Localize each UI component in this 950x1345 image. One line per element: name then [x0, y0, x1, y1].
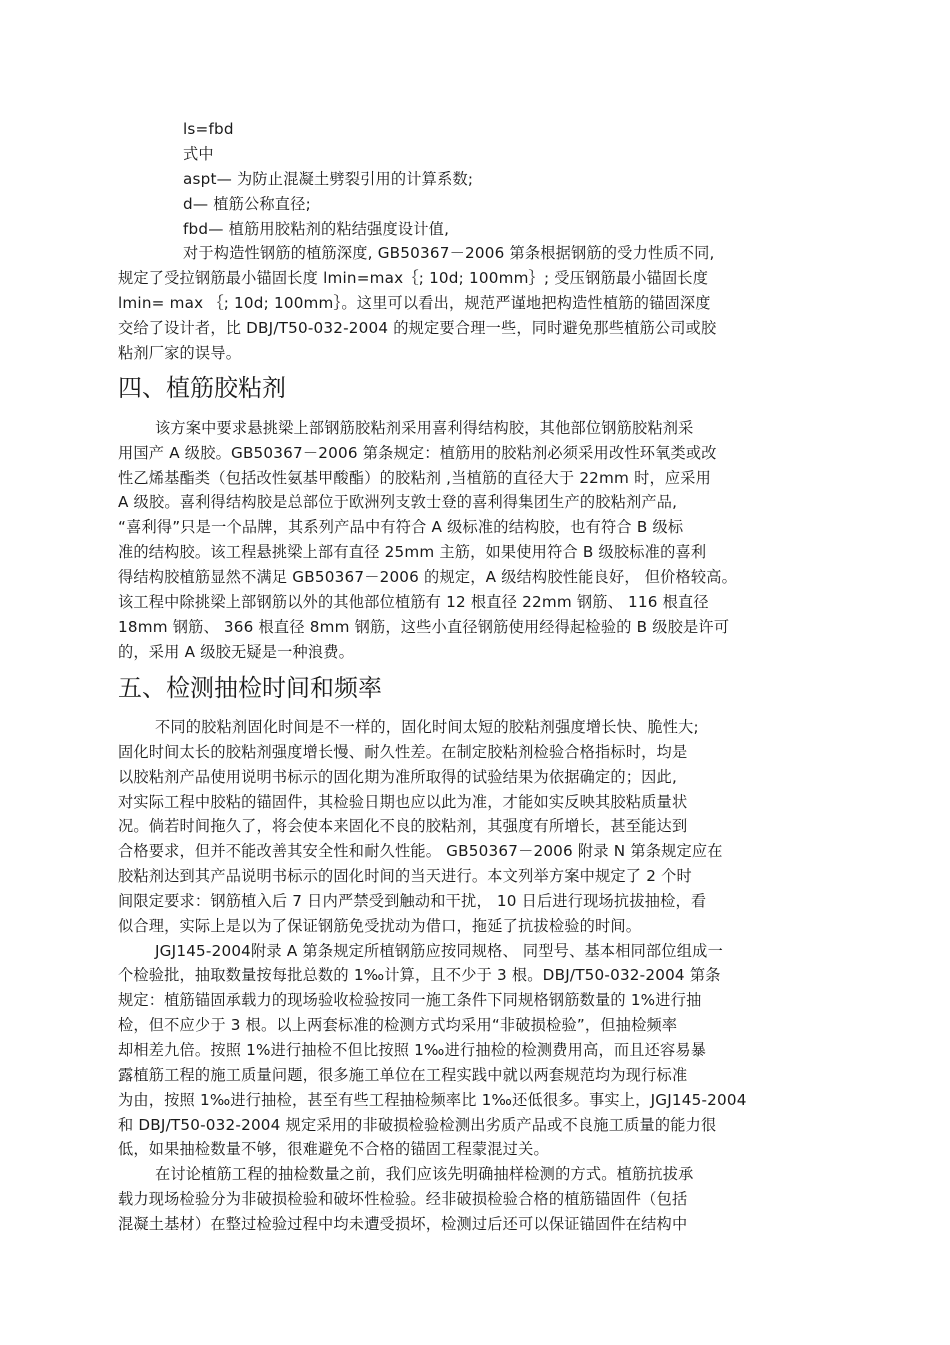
paragraph-line: 个检验批，抽取数量按每批总数的 1‰计算，且不少于 3 根。DBJ/T50-032-2004 第条 [118, 966, 721, 984]
paragraph-line: 在讨论植筋工程的抽检数量之前，我们应该先明确抽样检测的方式。植筋抗拔承 [155, 1165, 694, 1183]
paragraph-line: 似合理，实际上是以为了保证钢筋免受扰动为借口，拖延了抗拔检验的时间。 [118, 917, 642, 935]
paragraph-line: 载力现场检验分为非破损检验和破坏性检验。经非破损检验合格的植筋锚固件（包括 [118, 1190, 688, 1208]
paragraph-line: 露植筋工程的施工质量问题，很多施工单位在工程实践中就以两套规范均为现行标准 [118, 1066, 688, 1084]
formula-line: aspt— 为防止混凝土劈裂引用的计算系数; [183, 170, 474, 188]
paragraph-line: 交给了设计者，比 DBJ/T50-032-2004 的规定要合理一些，同时避免那些植筋公司或胶 [118, 319, 717, 337]
paragraph-line: 粘剂厂家的误导。 [118, 344, 242, 362]
paragraph-line: 低，如果抽检数量不够，很难避免不合格的锚固工程蒙混过关。 [118, 1140, 549, 1158]
paragraph-line: JGJ145-2004附录 A 第条规定所植钢筋应按同规格、 同型号、基本相同部位组成一 [155, 942, 723, 960]
formula-line: fbd— 植筋用胶粘剂的粘结强度设计值, [183, 220, 450, 238]
paragraph-line: 胶粘剂达到其产品说明书标示的固化时间的当天进行。本文列举方案中规定了 2 个时 [118, 867, 692, 885]
paragraph-line: “喜利得”只是一个品牌，其系列产品中有符合 A 级标准的结构胶，也有符合 B 级标 [118, 518, 684, 536]
paragraph-line: 对于构造性钢筋的植筋深度, GB50367－2006 第条根据钢筋的受力性质不同, [183, 244, 715, 262]
paragraph-line: 和 DBJ/T50-032-2004 规定采用的非破损检验检测出劣质产品或不良施工质量的能力很 [118, 1116, 717, 1134]
formula-line: ls=fbd [183, 120, 234, 138]
paragraph-line: 以胶粘剂产品使用说明书标示的固化期为准所取得的试验结果为依据确定的；因此, [118, 768, 677, 786]
paragraph-line: 不同的胶粘剂固化时间是不一样的，固化时间太短的胶粘剂强度增长快、脆性大; [155, 718, 699, 736]
paragraph-line: 规定：植筋锚固承载力的现场验收检验按同一施工条件下同规格钢筋数量的 1%进行抽 [118, 991, 702, 1009]
paragraph-line: 性乙烯基酯类（包括改性氨基甲酸酯）的胶粘剂 ,当植筋的直径大于 22mm 时，应采用 [118, 469, 711, 487]
paragraph-line: 却相差九倍。按照 1%进行抽检不但比按照 1‰进行抽检的检测费用高，而且还容易暴 [118, 1041, 707, 1059]
paragraph-line: A 级胶。喜利得结构胶是总部位于欧洲列支敦士登的喜利得集团生产的胶粘剂产品, [118, 493, 678, 511]
paragraph-line: 用国产 A 级胶。GB50367－2006 第条规定：植筋用的胶粘剂必须采用改性环氧类或改 [118, 444, 717, 462]
paragraph-line: 合格要求，但并不能改善其安全性和耐久性能。 GB50367－2006 附录 N 第条规定应在 [118, 842, 723, 860]
paragraph-line: 检，但不应少于 3 根。以上两套标准的检测方式均采用“非破损检验”，但抽检频率 [118, 1016, 678, 1034]
paragraph-line: 得结构胶植筋显然不满足 GB50367－2006 的规定，A 级结构胶性能良好， 但价格较高。 [118, 568, 738, 586]
paragraph-line: 间限定要求：钢筋植入后 7 日内严禁受到触动和干扰， 10 日后进行现场抗拔抽检，看 [118, 892, 707, 910]
paragraph-line: 固化时间太长的胶粘剂强度增长慢、耐久性差。在制定胶粘剂检验合格指标时，均是 [118, 743, 688, 761]
paragraph-line: 准的结构胶。该工程悬挑梁上部有直径 25mm 主筋，如果使用符合 B 级胶标准的喜利 [118, 543, 707, 561]
paragraph-line: 18mm 钢筋、 366 根直径 8mm 钢筋，这些小直径钢筋使用经得起检验的 B 级胶是许可 [118, 618, 730, 636]
paragraph-line: 的，采用 A 级胶无疑是一种浪费。 [118, 643, 355, 661]
formula-line: 式中 [183, 145, 214, 163]
formula-line: d— 植筋公称直径; [183, 195, 311, 213]
paragraph-line: 对实际工程中胶粘的锚固件，其检验日期也应以此为准，才能如实反映其胶粘质量状 [118, 793, 688, 811]
paragraph-line: 该方案中要求悬挑梁上部钢筋胶粘剂采用喜利得结构胶，其他部位钢筋胶粘剂采 [155, 419, 694, 437]
paragraph-line: 混凝土基材）在整过检验过程中均未遭受损坏，检测过后还可以保证锚固件在结构中 [118, 1215, 688, 1233]
section-heading-4: 四、植筋胶粘剂 [118, 374, 286, 402]
section-heading-5: 五、检测抽检时间和频率 [118, 674, 382, 702]
paragraph-line: 规定了受拉钢筋最小锚固长度 lmin=max｛; 10d; 100mm｝; 受压钢筋最小锚固长度 [118, 269, 709, 287]
paragraph-line: 为由，按照 1‰进行抽检，甚至有些工程抽检频率比 1‰还低很多。事实上，JGJ145-2004 [118, 1091, 747, 1109]
paragraph-line: lmin= max ｛; 10d; 100mm｝。这里可以看出，规范严谨地把构造性植筋的锚固深度 [118, 294, 711, 312]
paragraph-line: 况。倘若时间拖久了，将会使本来固化不良的胶粘剂，其强度有所增长，甚至能达到 [118, 817, 688, 835]
paragraph-line: 该工程中除挑梁上部钢筋以外的其他部位植筋有 12 根直径 22mm 钢筋、 116 根直径 [118, 593, 709, 611]
